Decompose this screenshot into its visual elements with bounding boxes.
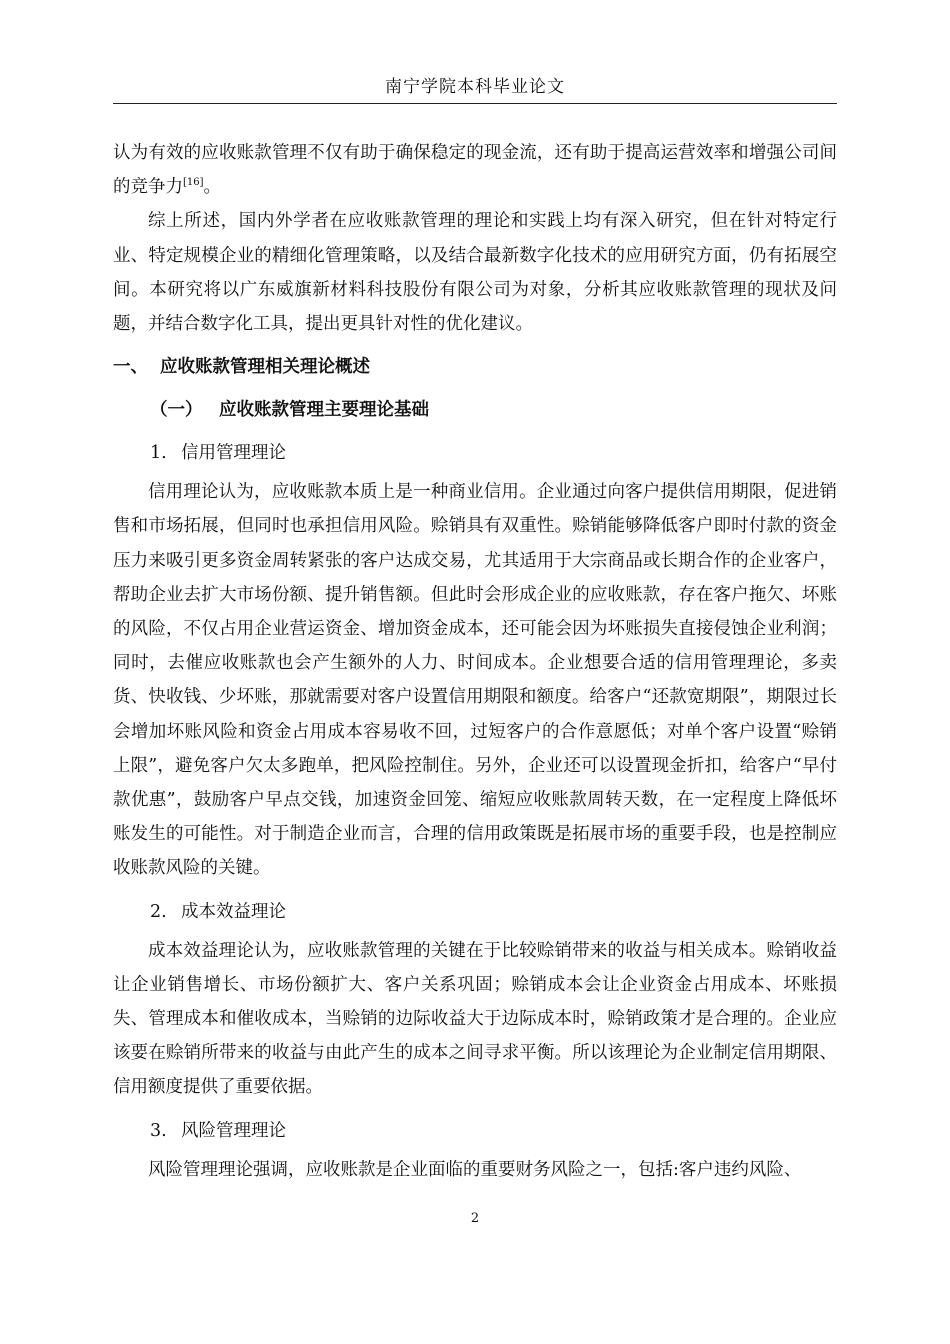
- subsection-number: （一）: [150, 400, 203, 421]
- subsection-heading: [150, 393, 837, 427]
- header-title: 南宁学院本科毕业论文: [385, 77, 565, 97]
- subsection-title: 应收账款管理主要理论基础: [219, 400, 429, 421]
- item-number: 1.: [150, 443, 167, 464]
- paragraph-end: 。: [203, 177, 222, 198]
- section-heading: [113, 350, 837, 384]
- citation-marker: [16]: [183, 177, 204, 189]
- item-title: 成本效益理论: [181, 901, 286, 922]
- paragraph-credit-theory: 信用理论认为，应收账款本质上是一种商业信用。企业通过向客户提供信用期限，促进销售和市场拓展，但同时也承担信用风险。赊销具有双重性。赊销能够降低客户即时付款的资金压力来吸引更多资金周转紧张的客户达成交易，尤其适用于大宗商品或长期合作的企业客户，帮助企业去扩大市场份额、提升销售额。但此时会形成企业的应收账款，存在客户拖欠、坏账的风险，不仅占用企业营运资金、增加资金成本，还可能会因为坏账损失直接侵蚀企业利润；同时，去催应收账款也会产生额外的人力、时间成本。企业想要合适的信用管理理论，多卖货、快收钱、少坏账，那就需要对客户设置信用期限和额度。给客户“还款宽期限”，期限过长会增加坏账风险和资金占用成本容易收不回，过短客户的合作意愿低；对单个客户设置“赊销上限”，避免客户欠太多跑单，把风险控制住。另外，企业还可以设置现金折扣，给客户“早付款优惠”，鼓励客户早点交钱，加速资金回笼、缩短应收账款周转天数，在一定程度上降低坏账发生的可能性。对于制造企业而言，合理的信用政策既是拓展市场的重要手段，也是控制应收账款风险的关键。: [113, 482, 837, 879]
- paragraph-cost-benefit-theory: 成本效益理论认为，应收账款管理的关键在于比较赊销带来的收益与相关成本。赊销收益让企业销售增长、市场份额扩大、客户关系巩固；赊销成本会让企业资金占用成本、坏账损失、管理成本和催收成本，当赊销的边际收益大于边际成本时，赊销政策才是合理的。企业应该要在赊销所带来的收益与由此产生的成本之间寻求平衡。所以该理论为企业制定信用期限、信用额度提供了重要依据。: [113, 940, 837, 1098]
- item-number: 3.: [150, 1120, 167, 1141]
- item-title: 风险管理理论: [181, 1120, 286, 1141]
- document-body: [113, 136, 837, 1187]
- paragraph-summary: 综上所述，国内外学者在应收账款管理的理论和实践上均有深入研究，但在针对特定行业、特定规模企业的精细化管理策略，以及结合最新数字化技术的应用研究方面，仍有拓展空间。本研究将以广东威旗新材料科技股份有限公司为对象，分析其应收账款管理的现状及问题，并结合数字化工具，提出更具针对性的优化建议。: [113, 211, 837, 335]
- item-heading-risk: [150, 1114, 837, 1148]
- section-number: 一、: [113, 357, 148, 378]
- item-heading-cost-benefit: [150, 895, 837, 929]
- item-heading-credit: [150, 436, 837, 470]
- page-number: 2: [470, 1211, 480, 1226]
- paragraph-risk-theory: 风险管理理论强调，应收账款是企业面临的重要财务风险之一，包括:客户违约风险、: [148, 1159, 802, 1180]
- paragraph-text: 认为有效的应收账款管理不仅有助于确保稳定的现金流，还有助于提高运营效率和增强公司间的竞争力: [113, 143, 837, 198]
- section-title: 应收账款管理相关理论概述: [160, 357, 370, 378]
- item-title: 信用管理理论: [181, 443, 286, 464]
- item-number: 2.: [150, 901, 167, 922]
- page-header: [113, 74, 837, 104]
- paragraph-continuation: [113, 136, 837, 204]
